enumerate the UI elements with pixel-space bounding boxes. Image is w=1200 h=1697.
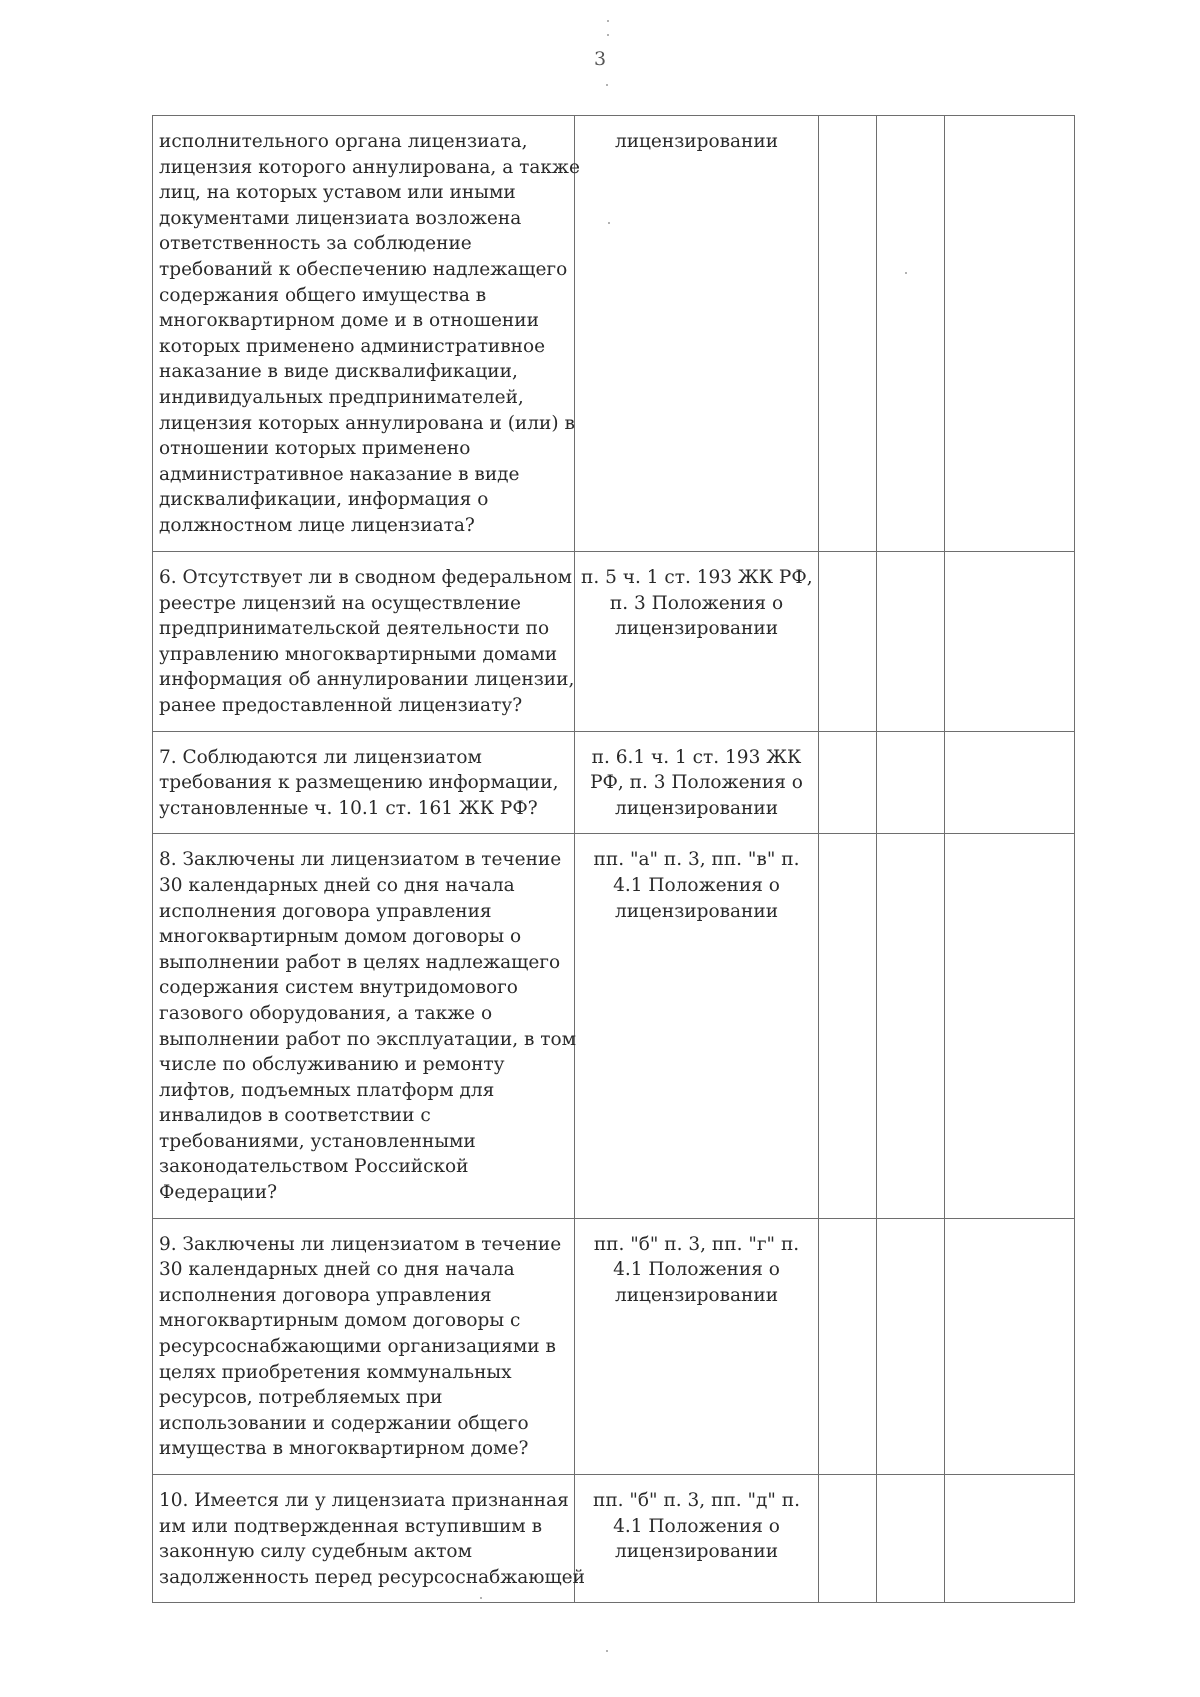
- reference-line: п. 3 Положения о: [609, 592, 784, 614]
- question-line: 10. Имеется ли у лицензиата признанная: [159, 1490, 569, 1511]
- reference-line: 4.1 Положения о: [613, 1515, 780, 1537]
- question-line: исполнительного органа лицензиата,: [159, 131, 528, 152]
- answer-no-cell: [877, 834, 945, 1218]
- reference-line: лицензировании: [614, 1284, 779, 1306]
- table-row: [153, 552, 1075, 732]
- checklist-rows: [153, 116, 1075, 1603]
- question-line: документами лицензиата возложена: [159, 207, 522, 229]
- answer-no-cell: [877, 552, 945, 732]
- question-line: содержания систем внутридомового: [159, 977, 518, 999]
- note-cell: [945, 116, 1075, 552]
- reference-cell: [575, 731, 819, 834]
- question-line: использовании и содержании общего: [159, 1412, 529, 1434]
- question-line: 8. Заключены ли лицензиатом в течение: [159, 849, 562, 871]
- table-row: [153, 731, 1075, 834]
- reference-line: лицензировании: [614, 618, 779, 640]
- question-cell: [153, 116, 580, 552]
- question-line: исполнения договора управления: [159, 1284, 492, 1306]
- answer-no-cell: [877, 1218, 945, 1474]
- reference-cell: [575, 1218, 819, 1474]
- answer-yes-cell: [819, 552, 877, 732]
- question-line: им или подтвержденная вступившим в: [159, 1515, 542, 1537]
- question-line: 30 календарных дней со дня начала: [159, 874, 515, 896]
- question-cell: [153, 1475, 585, 1603]
- question-line: 7. Соблюдаются ли лицензиатом: [159, 746, 482, 768]
- question-cell: [153, 552, 575, 732]
- question-line: выполнении работ в целях надлежащего: [159, 951, 561, 973]
- scan-speck: [607, 20, 609, 22]
- question-line: должностном лице лицензиата?: [159, 514, 475, 536]
- question-line: информация об аннулировании лицензии,: [159, 669, 575, 691]
- question-cell: [153, 834, 575, 1218]
- answer-yes-cell: [819, 834, 877, 1218]
- checklist-table: [152, 115, 1075, 1603]
- question-line: целях приобретения коммунальных: [159, 1361, 512, 1383]
- table-row: [153, 116, 1075, 552]
- reference-line: 4.1 Положения о: [613, 1259, 780, 1281]
- note-cell: [945, 1218, 1075, 1474]
- reference-cell: [575, 552, 819, 732]
- question-line: многоквартирным домом договоры о: [159, 926, 522, 948]
- question-line: административное наказание в виде: [159, 463, 520, 485]
- question-line: наказание в виде дисквалификации,: [159, 361, 518, 383]
- answer-yes-cell: [819, 731, 877, 834]
- reference-line: лицензировании: [614, 900, 779, 922]
- answer-yes-cell: [819, 1475, 877, 1603]
- question-line: 30 календарных дней со дня начала: [159, 1259, 515, 1281]
- question-line: требования к размещению информации,: [159, 772, 559, 794]
- reference-line: лицензировании: [614, 1541, 779, 1563]
- reference-cell: [575, 116, 819, 552]
- question-line: дисквалификации, информация о: [159, 489, 489, 511]
- question-line: многоквартирным домом договоры с: [159, 1310, 521, 1332]
- scan-speck: [480, 1597, 482, 1599]
- question-line: требованиями, установленными: [159, 1130, 476, 1152]
- question-line: индивидуальных предпринимателей,: [159, 386, 524, 408]
- question-line: предпринимательской деятельности по: [159, 618, 550, 640]
- reference-line: РФ, п. 3 Положения о: [590, 772, 803, 794]
- question-line: отношении которых применено: [159, 438, 471, 460]
- scan-speck: [606, 84, 608, 86]
- question-line: законную силу судебным актом: [159, 1541, 472, 1563]
- reference-line: пп. "б" п. 3, пп. "д" п.: [592, 1490, 800, 1511]
- scan-speck: [606, 1650, 608, 1652]
- scan-speck: [607, 34, 609, 36]
- question-line: лицензия которых аннулирована и (или) в: [159, 412, 575, 434]
- answer-no-cell: [877, 731, 945, 834]
- question-line: требований к обеспечению надлежащего: [159, 258, 568, 280]
- question-line: которых применено административное: [159, 335, 546, 357]
- question-line: выполнении работ по эксплуатации, в том: [159, 1028, 577, 1050]
- scan-speck: [608, 222, 610, 224]
- question-line: ответственность за соблюдение: [159, 233, 472, 255]
- answer-yes-cell: [819, 1218, 877, 1474]
- question-line: имущества в многоквартирном доме?: [159, 1438, 529, 1460]
- note-cell: [945, 834, 1075, 1218]
- question-line: задолженность перед ресурсоснабжающей: [159, 1566, 585, 1588]
- question-line: числе по обслуживанию и ремонту: [159, 1054, 505, 1076]
- reference-line: п. 5 ч. 1 ст. 193 ЖК РФ,: [581, 567, 813, 588]
- question-line: управлению многоквартирными домами: [159, 643, 558, 665]
- reference-line: лицензировании: [614, 131, 779, 152]
- question-line: ресурсоснабжающими организациями в: [159, 1336, 556, 1358]
- question-line: инвалидов в соответствии с: [159, 1105, 431, 1127]
- question-line: 6. Отсутствует ли в сводном федеральном: [159, 567, 572, 588]
- question-line: лиц, на которых уставом или иными: [159, 182, 516, 204]
- question-line: законодательством Российской: [159, 1156, 469, 1178]
- question-line: реестре лицензий на осуществление: [159, 592, 521, 614]
- reference-line: 4.1 Положения о: [613, 874, 780, 896]
- question-line: исполнения договора управления: [159, 900, 492, 922]
- question-line: 9. Заключены ли лицензиатом в течение: [159, 1233, 562, 1255]
- reference-cell: [575, 834, 819, 1218]
- note-cell: [945, 552, 1075, 732]
- reference-line: п. 6.1 ч. 1 ст. 193 ЖК: [591, 746, 802, 768]
- question-line: многоквартирном доме и в отношении: [159, 310, 539, 332]
- question-cell: [153, 731, 575, 834]
- reference-line: лицензировании: [614, 797, 779, 819]
- question-line: лицензия которого аннулирована, а также: [159, 156, 580, 178]
- reference-cell: [575, 1475, 819, 1603]
- table-row: [153, 834, 1075, 1218]
- question-line: ранее предоставленной лицензиату?: [159, 694, 523, 716]
- question-line: содержания общего имущества в: [159, 284, 487, 306]
- answer-yes-cell: [819, 116, 877, 552]
- question-line: установленные ч. 10.1 ст. 161 ЖК РФ?: [159, 797, 538, 819]
- note-cell: [945, 731, 1075, 834]
- question-line: ресурсов, потребляемых при: [159, 1387, 443, 1409]
- note-cell: [945, 1475, 1075, 1603]
- page-number: 3: [593, 48, 607, 70]
- question-cell: [153, 1218, 575, 1474]
- reference-line: пп. "а" п. 3, пп. "в" п.: [593, 849, 800, 871]
- question-line: Федерации?: [159, 1182, 277, 1204]
- question-line: лифтов, подъемных платформ для: [159, 1079, 495, 1101]
- scan-speck: [905, 272, 907, 274]
- answer-no-cell: [877, 1475, 945, 1603]
- question-line: газового оборудования, а также о: [159, 1002, 493, 1024]
- table-row: [153, 1218, 1075, 1474]
- answer-no-cell: [877, 116, 945, 552]
- table-row: [153, 1475, 1075, 1603]
- reference-line: пп. "б" п. 3, пп. "г" п.: [593, 1233, 800, 1255]
